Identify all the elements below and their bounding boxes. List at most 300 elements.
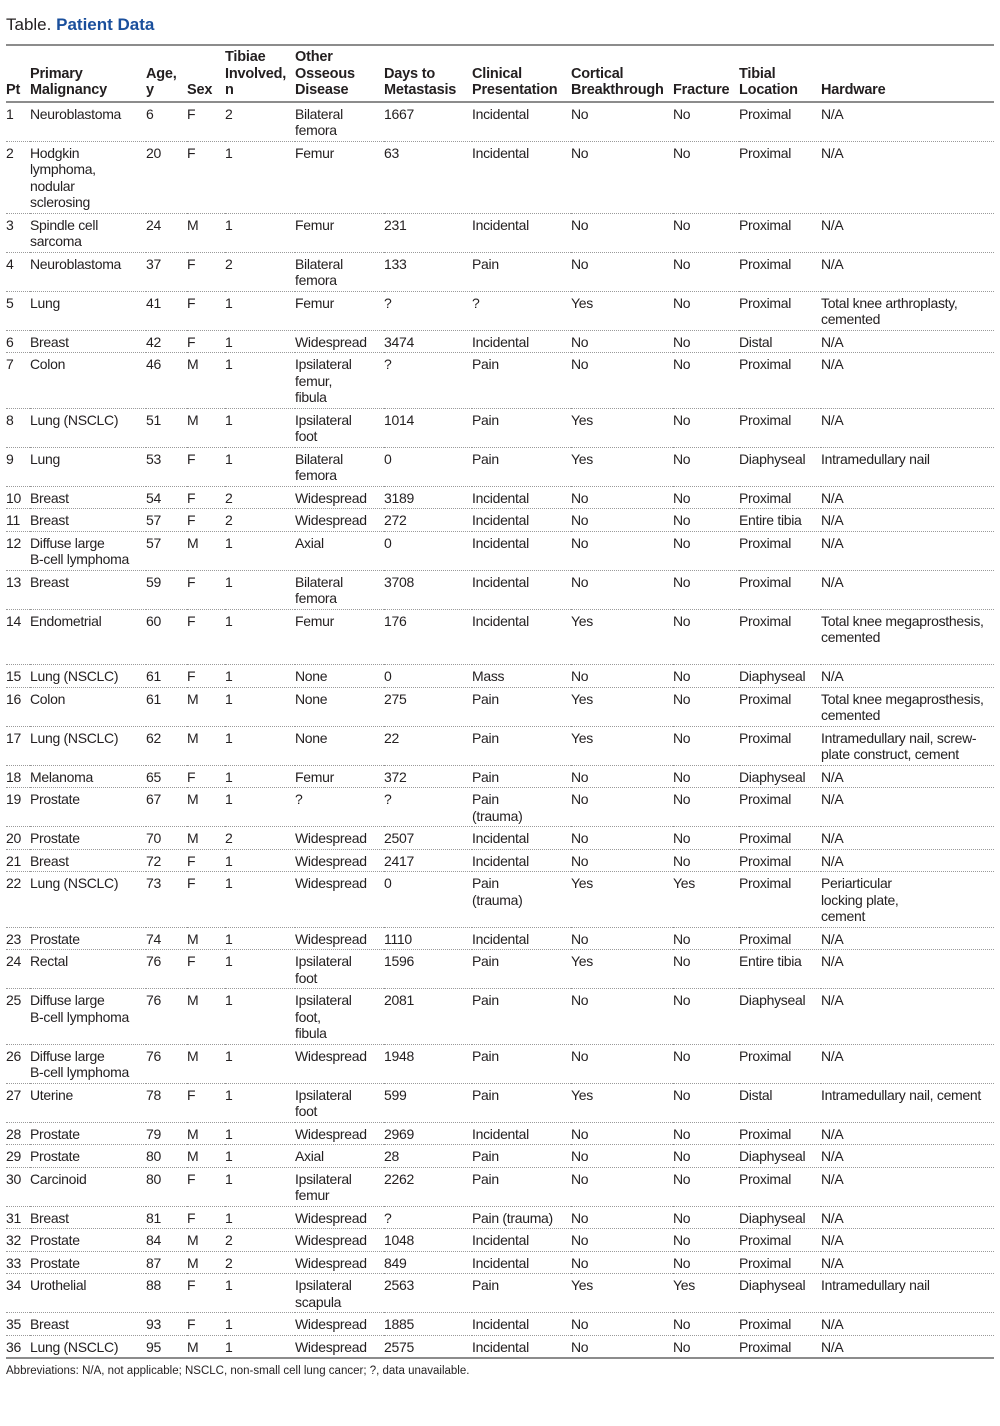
cell-clinical-presentation xyxy=(472,609,571,665)
cell-text: No xyxy=(673,992,691,1008)
cell-tibial-location xyxy=(739,102,821,142)
cell-age xyxy=(146,687,187,726)
table-row xyxy=(6,827,994,850)
cell-primary-malignancy xyxy=(30,609,146,665)
cell-age xyxy=(146,570,187,609)
cell-pt xyxy=(6,687,30,726)
cell-text: Proximal xyxy=(739,294,792,311)
cell-other-osseous-disease xyxy=(295,1313,384,1336)
cell-clinical-presentation xyxy=(472,849,571,872)
cell-primary-malignancy xyxy=(30,1229,146,1252)
cell-pt xyxy=(6,102,30,142)
cell-age xyxy=(146,141,187,213)
cell-days-to-metastasis xyxy=(384,989,472,1045)
cell-pt xyxy=(6,330,30,353)
cell-text: 0 xyxy=(384,875,392,891)
cell-days-to-metastasis xyxy=(384,213,472,252)
cell-text: F xyxy=(187,489,196,506)
cell-text: Incidental xyxy=(472,612,529,629)
cell-text: 1 xyxy=(225,1277,233,1293)
cell-tibiae-involved xyxy=(225,1229,295,1252)
cell-other-osseous-disease xyxy=(295,872,384,928)
cell-fracture xyxy=(673,1083,739,1122)
cell-text: 79 xyxy=(146,1125,161,1142)
cell-text: No xyxy=(571,1316,589,1332)
cell-days-to-metastasis xyxy=(384,1122,472,1145)
cell-text: No xyxy=(673,216,691,233)
cell-tibial-location xyxy=(739,1313,821,1336)
cell-text: Yes xyxy=(571,450,593,467)
column-header-age xyxy=(146,45,187,102)
cell-days-to-metastasis xyxy=(384,1229,472,1252)
table-row xyxy=(6,353,994,409)
cell-tibial-location xyxy=(739,330,821,353)
cell-sex xyxy=(187,1313,225,1336)
cell-age xyxy=(146,509,187,532)
cell-text: Total knee megaprosthesis, cemented xyxy=(821,612,984,645)
cell-fracture xyxy=(673,1229,739,1252)
cell-text: N/A xyxy=(821,489,844,506)
cell-text: Axial xyxy=(295,534,324,551)
cell-text: 849 xyxy=(384,1254,407,1271)
cell-text: Femur xyxy=(295,216,334,233)
cell-text: ? xyxy=(384,1209,392,1226)
cell-text: 3 xyxy=(6,216,14,233)
cell-text: 1 xyxy=(225,573,233,590)
cell-pt xyxy=(6,1145,30,1168)
cell-pt xyxy=(6,1167,30,1206)
cell-age xyxy=(146,665,187,688)
cell-text: Proximal xyxy=(739,690,792,707)
cell-text: Ipsilateral foot xyxy=(295,1086,352,1119)
cell-text: ? xyxy=(295,791,303,807)
cell-other-osseous-disease xyxy=(295,665,384,688)
cell-text: 2563 xyxy=(384,1277,414,1293)
cell-text: None xyxy=(295,729,328,746)
cell-primary-malignancy xyxy=(30,765,146,788)
column-header-days-to-metastasis xyxy=(384,45,472,102)
cell-text: No xyxy=(571,144,589,161)
cell-text: F xyxy=(187,512,196,528)
column-header-label: Tibial Location xyxy=(739,65,798,98)
cell-text: Urothelial xyxy=(30,1277,87,1293)
column-header-label: Other Osseous Disease xyxy=(295,49,355,98)
cell-text: 2 xyxy=(225,1254,233,1271)
cell-text: Proximal xyxy=(739,830,792,846)
cell-tibial-location xyxy=(739,486,821,509)
cell-text: 88 xyxy=(146,1277,161,1293)
cell-sex xyxy=(187,1251,225,1274)
cell-text: 133 xyxy=(384,255,407,272)
cell-age xyxy=(146,291,187,330)
cell-text: Incidental xyxy=(472,1125,529,1142)
cell-fracture xyxy=(673,687,739,726)
cell-text: 1014 xyxy=(384,411,414,428)
cell-text: 372 xyxy=(384,768,407,785)
cell-text: 42 xyxy=(146,333,161,350)
cell-primary-malignancy xyxy=(30,408,146,447)
cell-clinical-presentation xyxy=(472,1083,571,1122)
cell-text: Breast xyxy=(30,852,69,869)
cell-pt xyxy=(6,509,30,532)
cell-text: No xyxy=(571,255,589,272)
cell-text: 22 xyxy=(6,875,21,891)
cell-text: 2 xyxy=(225,489,233,506)
cell-clinical-presentation xyxy=(472,788,571,827)
cell-clinical-presentation xyxy=(472,1274,571,1313)
cell-text: Yes xyxy=(571,875,593,891)
cell-text: 1 xyxy=(225,953,233,969)
cell-age xyxy=(146,872,187,928)
cell-cortical-breakthrough xyxy=(571,765,673,788)
cell-text: 1 xyxy=(225,768,233,785)
cell-text: Lung (NSCLC) xyxy=(30,729,119,746)
cell-primary-malignancy xyxy=(30,1083,146,1122)
cell-pt xyxy=(6,989,30,1045)
column-header-tibial-location xyxy=(739,45,821,102)
cell-text: Entire tibia xyxy=(739,512,802,528)
cell-cortical-breakthrough xyxy=(571,872,673,928)
cell-primary-malignancy xyxy=(30,291,146,330)
cell-text: 2 xyxy=(225,105,233,122)
cell-hardware xyxy=(821,827,994,850)
table-row xyxy=(6,486,994,509)
cell-sex xyxy=(187,330,225,353)
cell-text: 18 xyxy=(6,768,21,785)
cell-other-osseous-disease xyxy=(295,509,384,532)
cell-text: 1 xyxy=(225,216,233,233)
cell-hardware xyxy=(821,102,994,142)
cell-text: No xyxy=(673,690,691,707)
cell-text: 1 xyxy=(225,729,233,746)
cell-primary-malignancy xyxy=(30,509,146,532)
cell-fracture xyxy=(673,1313,739,1336)
cell-cortical-breakthrough xyxy=(571,509,673,532)
cell-text: 272 xyxy=(384,512,407,528)
cell-text: 275 xyxy=(384,690,407,707)
cell-fracture xyxy=(673,102,739,142)
cell-text: F xyxy=(187,852,196,869)
cell-tibial-location xyxy=(739,1145,821,1168)
cell-sex xyxy=(187,1083,225,1122)
cell-other-osseous-disease xyxy=(295,687,384,726)
cell-clinical-presentation xyxy=(472,827,571,850)
cell-text: Pain xyxy=(472,1086,499,1103)
cell-text: 9 xyxy=(6,450,14,467)
cell-text: Proximal xyxy=(739,791,792,807)
cell-text: Incidental xyxy=(472,930,529,947)
table-row xyxy=(6,1083,994,1122)
cell-text: F xyxy=(187,1209,196,1226)
cell-cortical-breakthrough xyxy=(571,213,673,252)
cell-text: No xyxy=(571,1232,589,1248)
cell-age xyxy=(146,1251,187,1274)
cell-age xyxy=(146,827,187,850)
column-header-label: Primary Malignancy xyxy=(30,65,107,98)
cell-sex xyxy=(187,1274,225,1313)
column-header-other-osseous-disease xyxy=(295,45,384,102)
cell-fracture xyxy=(673,1251,739,1274)
cell-primary-malignancy xyxy=(30,665,146,688)
cell-fracture xyxy=(673,252,739,291)
table-row xyxy=(6,849,994,872)
cell-age xyxy=(146,765,187,788)
cell-other-osseous-disease xyxy=(295,726,384,765)
cell-text: 76 xyxy=(146,1047,161,1064)
cell-primary-malignancy xyxy=(30,1206,146,1229)
cell-text: 13 xyxy=(6,573,21,590)
cell-sex xyxy=(187,447,225,486)
cell-text: No xyxy=(673,1047,691,1064)
cell-primary-malignancy xyxy=(30,1122,146,1145)
cell-text: 2 xyxy=(225,1232,233,1248)
cell-tibial-location xyxy=(739,950,821,989)
cell-text: ? xyxy=(384,356,392,372)
cell-other-osseous-disease xyxy=(295,1083,384,1122)
cell-other-osseous-disease xyxy=(295,408,384,447)
cell-text: 1 xyxy=(225,333,233,350)
cell-clinical-presentation xyxy=(472,687,571,726)
column-header-label: Cortical Breakthrough xyxy=(571,65,664,98)
cell-text: 57 xyxy=(146,512,161,528)
cell-text: Proximal xyxy=(739,1232,792,1248)
cell-text: 1 xyxy=(225,356,233,372)
cell-other-osseous-disease xyxy=(295,1122,384,1145)
cell-days-to-metastasis xyxy=(384,1274,472,1313)
cell-age xyxy=(146,1145,187,1168)
cell-text: Yes xyxy=(673,1277,695,1293)
cell-primary-malignancy xyxy=(30,788,146,827)
cell-text: No xyxy=(571,668,589,684)
cell-text: Bilateral femora xyxy=(295,105,343,138)
cell-fracture xyxy=(673,827,739,850)
cell-days-to-metastasis xyxy=(384,531,472,570)
cell-primary-malignancy xyxy=(30,213,146,252)
cell-clinical-presentation xyxy=(472,872,571,928)
table-row xyxy=(6,447,994,486)
cell-days-to-metastasis xyxy=(384,927,472,950)
cell-other-osseous-disease xyxy=(295,1044,384,1083)
cell-clinical-presentation xyxy=(472,1251,571,1274)
cell-primary-malignancy xyxy=(30,1313,146,1336)
cell-text: Yes xyxy=(571,411,593,428)
cell-other-osseous-disease xyxy=(295,950,384,989)
cell-text: N/A xyxy=(821,1254,844,1271)
cell-text: Pain xyxy=(472,992,499,1008)
cell-clinical-presentation xyxy=(472,570,571,609)
cell-days-to-metastasis xyxy=(384,447,472,486)
cell-fracture xyxy=(673,509,739,532)
cell-tibial-location xyxy=(739,1206,821,1229)
cell-hardware xyxy=(821,989,994,1045)
cell-tibial-location xyxy=(739,1122,821,1145)
cell-text: N/A xyxy=(821,144,844,161)
cell-text: Pain xyxy=(472,356,499,372)
cell-days-to-metastasis xyxy=(384,827,472,850)
cell-sex xyxy=(187,765,225,788)
cell-age xyxy=(146,849,187,872)
cell-text: 14 xyxy=(6,612,21,629)
cell-text: 67 xyxy=(146,791,161,807)
cell-pt xyxy=(6,788,30,827)
cell-text: Lung (NSCLC) xyxy=(30,411,119,428)
cell-fracture xyxy=(673,291,739,330)
cell-sex xyxy=(187,353,225,409)
cell-text: 95 xyxy=(146,1338,161,1355)
cell-tibial-location xyxy=(739,1274,821,1313)
cell-text: No xyxy=(673,791,691,807)
cell-other-osseous-disease xyxy=(295,1335,384,1358)
cell-text: 19 xyxy=(6,791,21,807)
cell-text: 21 xyxy=(6,852,21,869)
table-row xyxy=(6,609,994,665)
cell-text: 27 xyxy=(6,1086,21,1103)
cell-age xyxy=(146,213,187,252)
cell-text: N/A xyxy=(821,105,844,122)
cell-pt xyxy=(6,408,30,447)
cell-fracture xyxy=(673,788,739,827)
cell-text: F xyxy=(187,144,196,161)
cell-primary-malignancy xyxy=(30,330,146,353)
cell-clinical-presentation xyxy=(472,291,571,330)
cell-age xyxy=(146,531,187,570)
cell-text: None xyxy=(295,690,328,707)
cell-cortical-breakthrough xyxy=(571,1274,673,1313)
cell-text: No xyxy=(571,1148,589,1164)
cell-text: Yes xyxy=(571,612,593,629)
cell-text: No xyxy=(673,1254,691,1271)
cell-other-osseous-disease xyxy=(295,927,384,950)
cell-text: Proximal xyxy=(739,573,792,590)
cell-sex xyxy=(187,1335,225,1358)
cell-text: Endometrial xyxy=(30,612,102,629)
cell-tibiae-involved xyxy=(225,1044,295,1083)
cell-primary-malignancy xyxy=(30,849,146,872)
cell-text: N/A xyxy=(821,216,844,233)
cell-hardware xyxy=(821,1083,994,1122)
cell-primary-malignancy xyxy=(30,486,146,509)
cell-text: No xyxy=(673,1338,691,1355)
cell-tibiae-involved xyxy=(225,1251,295,1274)
cell-other-osseous-disease xyxy=(295,1167,384,1206)
cell-tibiae-involved xyxy=(225,141,295,213)
cell-text: Diaphyseal xyxy=(739,992,806,1008)
cell-text: 36 xyxy=(6,1338,21,1355)
table-row xyxy=(6,213,994,252)
cell-other-osseous-disease xyxy=(295,609,384,665)
cell-sex xyxy=(187,849,225,872)
cell-text: N/A xyxy=(821,1209,844,1226)
cell-days-to-metastasis xyxy=(384,1335,472,1358)
cell-tibiae-involved xyxy=(225,291,295,330)
cell-clinical-presentation xyxy=(472,950,571,989)
cell-text: F xyxy=(187,953,196,969)
cell-other-osseous-disease xyxy=(295,353,384,409)
cell-text: 1 xyxy=(225,1148,233,1164)
cell-pt xyxy=(6,353,30,409)
cell-days-to-metastasis xyxy=(384,1313,472,1336)
cell-other-osseous-disease xyxy=(295,765,384,788)
cell-text: 6 xyxy=(6,333,14,350)
cell-days-to-metastasis xyxy=(384,849,472,872)
cell-text: N/A xyxy=(821,356,844,372)
cell-clinical-presentation xyxy=(472,765,571,788)
cell-text: Bilateral femora xyxy=(295,255,343,288)
cell-text: 37 xyxy=(146,255,161,272)
cell-text: Femur xyxy=(295,612,334,629)
cell-clinical-presentation xyxy=(472,1229,571,1252)
cell-hardware xyxy=(821,252,994,291)
cell-primary-malignancy xyxy=(30,1335,146,1358)
cell-text: Ipsilateral foot, fibula xyxy=(295,992,352,1041)
table-caption xyxy=(6,14,994,44)
cell-text: 7 xyxy=(6,356,14,372)
table-row xyxy=(6,1274,994,1313)
cell-hardware xyxy=(821,665,994,688)
cell-sex xyxy=(187,989,225,1045)
cell-tibial-location xyxy=(739,353,821,409)
cell-hardware xyxy=(821,570,994,609)
cell-fracture xyxy=(673,849,739,872)
cell-text: 76 xyxy=(146,953,161,969)
cell-hardware xyxy=(821,726,994,765)
cell-primary-malignancy xyxy=(30,687,146,726)
cell-text: ? xyxy=(472,294,480,311)
cell-other-osseous-disease xyxy=(295,531,384,570)
cell-tibiae-involved xyxy=(225,509,295,532)
cell-text: N/A xyxy=(821,1232,844,1248)
table-row xyxy=(6,788,994,827)
cell-fracture xyxy=(673,927,739,950)
cell-tibial-location xyxy=(739,213,821,252)
cell-fracture xyxy=(673,141,739,213)
cell-primary-malignancy xyxy=(30,353,146,409)
cell-tibial-location xyxy=(739,989,821,1045)
cell-text: Axial xyxy=(295,1148,324,1164)
cell-clinical-presentation xyxy=(472,141,571,213)
cell-text: No xyxy=(571,534,589,551)
cell-text: Neuroblastoma xyxy=(30,255,122,272)
cell-text: Proximal xyxy=(739,852,792,869)
cell-tibiae-involved xyxy=(225,213,295,252)
caption-title: Patient Data xyxy=(56,15,155,34)
cell-text: Pain xyxy=(472,1277,499,1293)
cell-text: Distal xyxy=(739,333,773,350)
cell-text: 72 xyxy=(146,852,161,869)
cell-text: Proximal xyxy=(739,729,792,746)
cell-text: Proximal xyxy=(739,930,792,947)
cell-text: Diffuse large B-cell lymphoma xyxy=(30,1047,129,1080)
cell-primary-malignancy xyxy=(30,927,146,950)
cell-days-to-metastasis xyxy=(384,950,472,989)
cell-tibiae-involved xyxy=(225,252,295,291)
column-header-label: Clinical Presentation xyxy=(472,65,558,98)
cell-text: No xyxy=(571,830,589,846)
cell-age xyxy=(146,330,187,353)
cell-tibial-location xyxy=(739,726,821,765)
cell-cortical-breakthrough xyxy=(571,291,673,330)
cell-text: F xyxy=(187,255,196,272)
cell-pt xyxy=(6,726,30,765)
cell-text: Widespread xyxy=(295,1254,367,1271)
cell-cortical-breakthrough xyxy=(571,570,673,609)
cell-age xyxy=(146,989,187,1045)
cell-text: Incidental xyxy=(472,333,529,350)
cell-text: F xyxy=(187,450,196,467)
cell-text: No xyxy=(673,930,691,947)
cell-text: Pain xyxy=(472,690,499,707)
cell-text: Incidental xyxy=(472,105,529,122)
